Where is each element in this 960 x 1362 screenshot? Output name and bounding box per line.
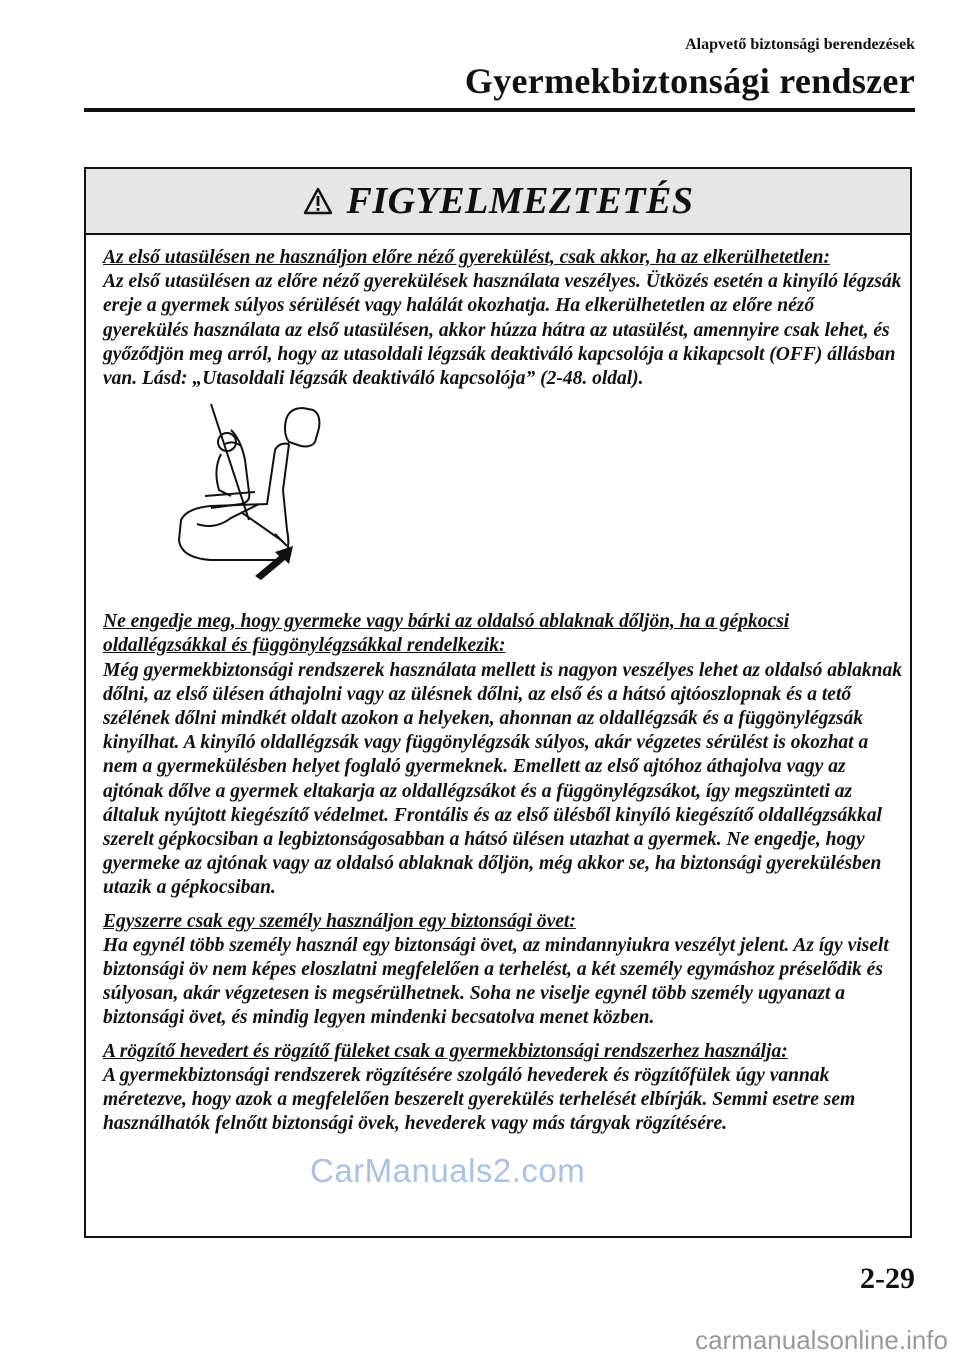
page-title: Gyermekbiztonsági rendszer [464, 61, 915, 101]
warning-paragraph [103, 246, 903, 391]
warning-header [86, 169, 910, 235]
warning-paragraph [103, 610, 903, 900]
paragraph-text: Az első utasülésen az előre néző gyerekülések használata veszélyes. Ütközés esetén a kinyíló légzsák ereje a gyermek súlyos sérülését vagy halálát okozhatja. Ha elkerülhetetlen az előre néző gyerekülés használata az első utasülésen, akkor húzza hátra az utasülést, amennyire csak lehet, és győződjön meg arról, hogy az utasoldali légzsák deaktiváló kapcsolója a kikapcsolt (OFF) állásban van. Lásd: „Utasoldali légzsák deaktiváló kapcsolója” (2-48. oldal). [103, 271, 902, 390]
seat-drawing [171, 400, 331, 590]
paragraph-heading: Egyszerre csak egy személy használjon egy biztonsági övet: [103, 910, 576, 932]
warning-paragraph [103, 1040, 903, 1137]
paragraph-heading: A rögzítő hevedert és rögzítő füleket csak a gyermekbiztonsági rendszerhez használja: [103, 1040, 788, 1062]
header-divider [84, 108, 915, 112]
warning-title: FIGYELMEZTETÉS [346, 180, 694, 222]
paragraph-text: A gyermekbiztonsági rendszerek rögzítésére szolgáló hevederek és rögzítőfülek úgy vannak méretezve, hogy azok a megfelelően beszerelt gyerekülés terhelését elbírják. Semmi esetre sem használhatók felnőtt biztonsági övek, hevederek vagy más tárgyak rögzítésére. [103, 1064, 856, 1135]
warning-triangle-icon [303, 187, 333, 215]
paragraph-heading: Ne engedje meg, hogy gyermeke vagy bárki az oldalsó ablaknak dőljön, ha a gépkocsi oldallégzsákkal és függönylégzsákkal rendelkezik: [103, 611, 790, 657]
page-number: 2-29 [860, 1262, 915, 1295]
paragraph-text: Még gyermekbiztonsági rendszerek használata mellett is nagyon veszélyes lehet az oldalsó ablaknak dőlni, az első ülésen áthajolni vagy az ülésnek dőlni, az első és a hátsó ajtóoszlopnak és a tető szélének dőlni mindkét oldalt azokon a helyeken, ahonnan az oldallégzsák és a függönylégzsák kinyílhat. A kinyíló oldallégzsák vagy függönylégzsák súlyos, akár végzetes sérülést is okozhat a nem a gyermekülésben helyet foglaló gyermeknek. Emellett az első ajtóhoz áthajolva vagy az ajtónak dőlve a gyermek eltakarja az oldallégzsákot és a függönylégzsákot, így megszünteti az általuk nyújtott kiegészítő védelmet. Frontális és az első ülésből kinyíló kiegészítő oldallégzsákkal szerelt gépkocsiban a legbiztonságosabban a hátsó ülésen utazhat a gyermek. Ne engedje, hogy gyermeke az ajtónak vagy az oldalsó ablaknak dőljön, még akkor se, ha biztonsági gyerekülésben utazik a gépkocsiban. [103, 659, 902, 899]
paragraph-heading: Az első utasülésen ne használjon előre néző gyerekülést, csak akkor, ha az elkerülhetetlen: [103, 247, 830, 268]
warning-body [86, 235, 903, 1136]
footer-site-link[interactable]: carmanualsonline.info [695, 1325, 948, 1355]
watermark: CarManuals2.com [310, 1152, 586, 1189]
section-header: Alapvető biztonsági berendezések [685, 36, 915, 53]
warning-paragraph [103, 910, 903, 1031]
child-seat-illustration [103, 400, 903, 600]
warning-box [84, 167, 912, 1238]
paragraph-text: Ha egynél több személy használ egy biztonsági övet, az mindannyiukra veszélyt jelent. Az így viselt biztonsági öv nem képes eloszlatni megfelelően a terhelést, a két személy egymáshoz préselődik és súlyosan, akár végzetesen is megsérülhetnek. Soha ne viselje egynél több személy ugyanazt a biztonsági övet, és mindig legyen mindenki becsatolva menet közben. [103, 934, 889, 1029]
